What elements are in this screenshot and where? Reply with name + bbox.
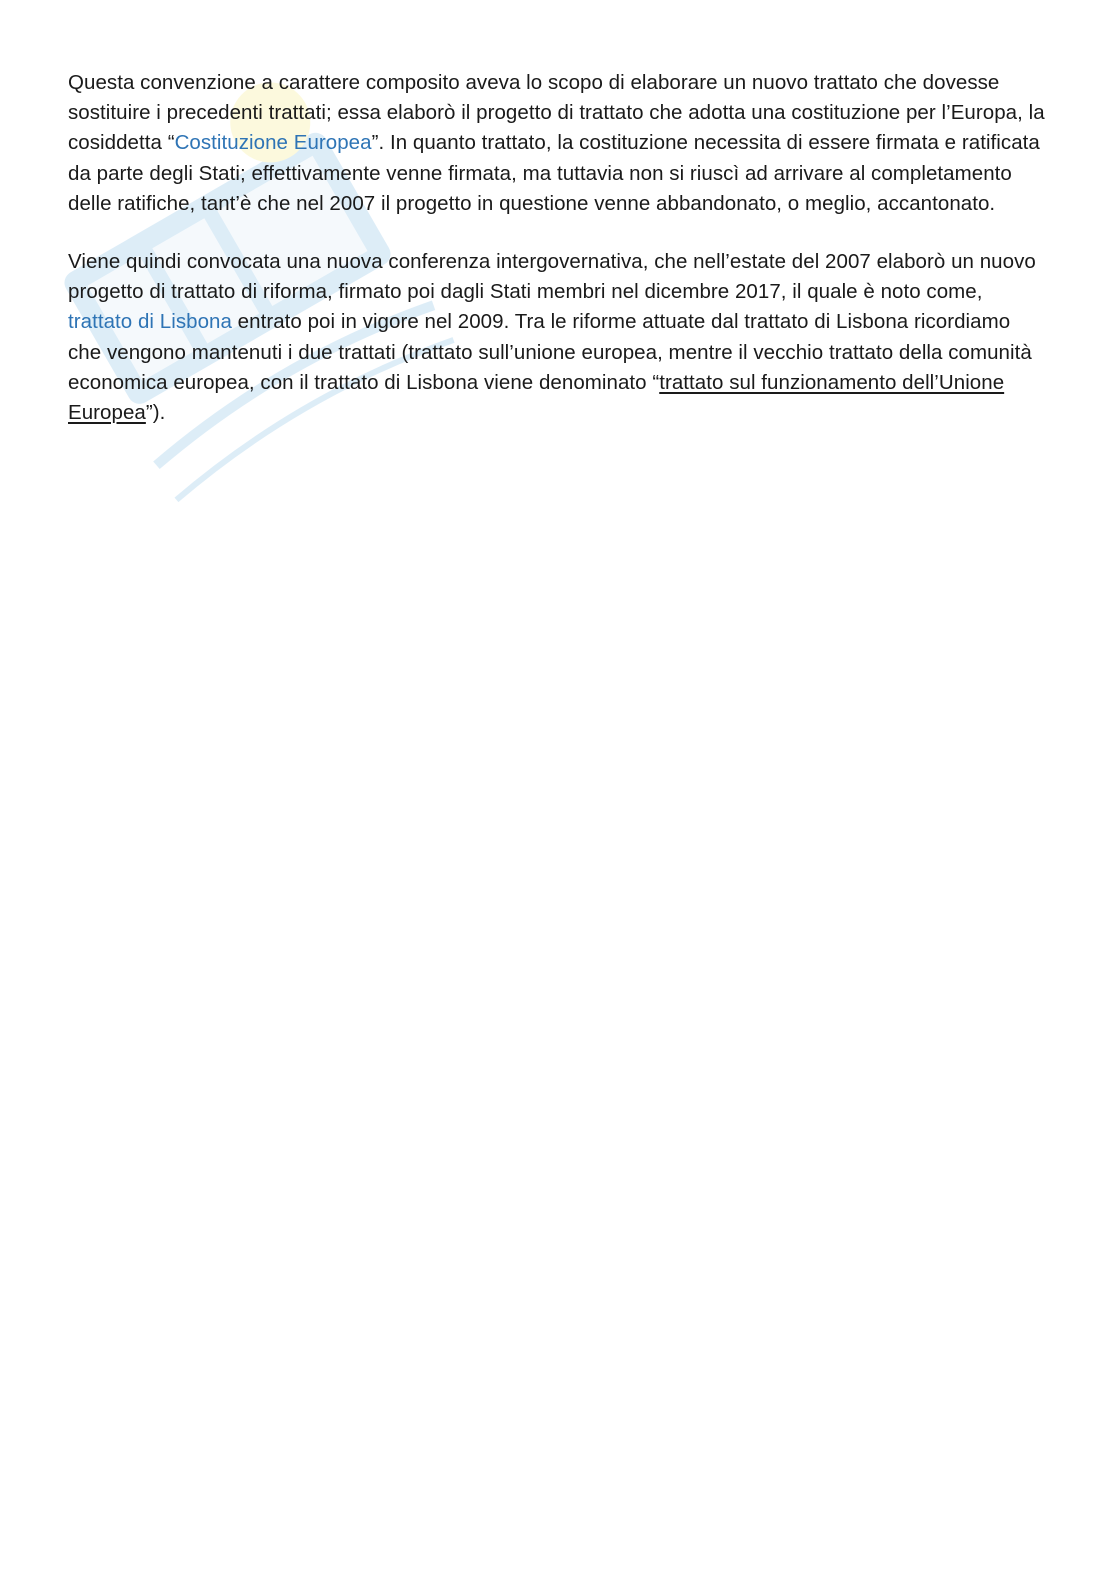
costituzione-europea-link[interactable]: Costituzione Europea (174, 131, 372, 155)
paragraph1-text-start: Questa convenzione a carattere composito aveva lo scopo di elaborare un nuovo trattato che dovesse sostituire i precedenti trattati; essa elaborò il progetto di trattato che adotta una costituzione per l’Europa, la cosiddetta “ (68, 71, 1045, 155)
paragraph-trattato-lisbona (68, 247, 1048, 428)
paragraph2-text-start: Viene quindi convocata una nuova conferenza intergovernativa, che nell’estate del 2007 elaborò un nuovo progetto di trattato di riforma, firmato poi dagli Stati membri nel dicembre 2017, il quale è noto come, (68, 250, 1036, 304)
paragraph1-text-end: ”. In quanto trattato, la costituzione necessita di essere firmata e ratificata da parte degli Stati; effettivamente venne firmata, ma tuttavia non si riuscì ad arrivare al completamento delle ratifiche, tant’è che nel 2007 il progetto in questione venne abbandonato, o meglio, accantonato. (68, 131, 1040, 215)
trattato-lisbona-link[interactable]: trattato di Lisbona (68, 310, 232, 334)
paragraph2-text-end: ”). (145, 401, 166, 425)
document-body (68, 68, 1048, 456)
paragraph-costituzione-europea (68, 68, 1048, 219)
tfue-underlined-term: trattato sul funzionamento dell’Unione Europea (68, 370, 1005, 425)
paragraph2-text-middle: entrato poi in vigore nel 2009. Tra le riforme attuate dal trattato di Lisbona ricordiamo che vengono mantenuti i due trattati (trattato sull’unione europea, mentre il vecchio trattato della comunità economica europea, con il trattato di Lisbona viene denominato “ (68, 310, 1032, 394)
